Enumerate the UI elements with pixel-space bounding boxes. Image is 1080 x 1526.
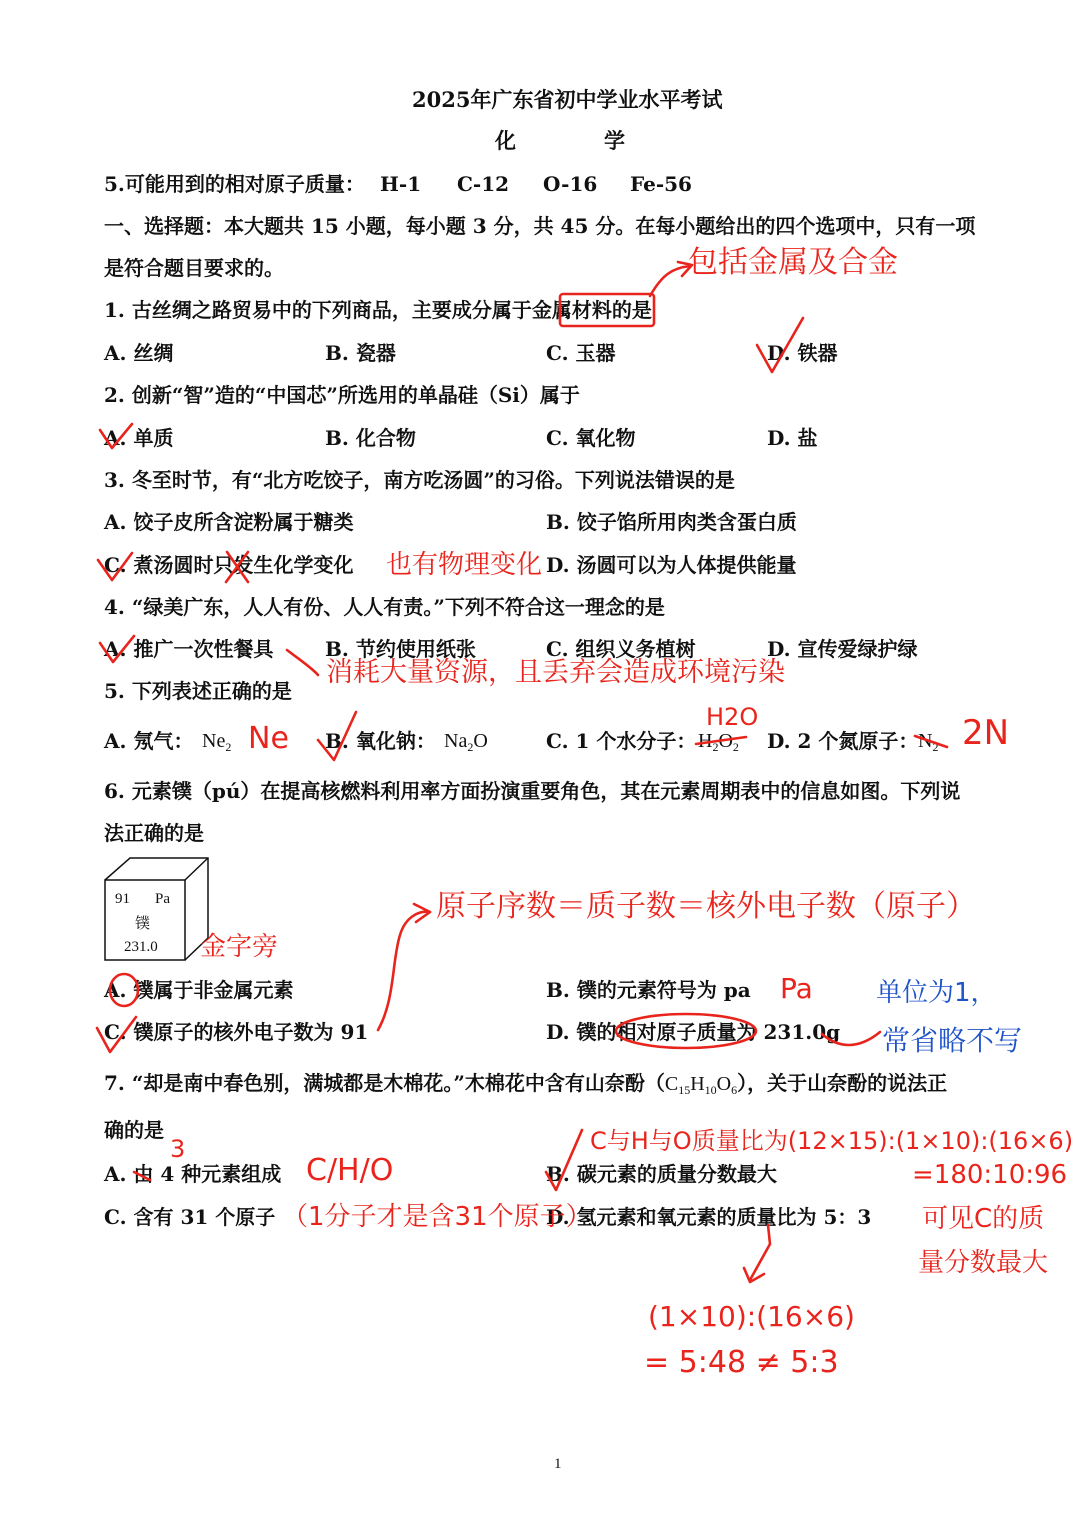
q6-option-d: D. 镤的相对原子质量为 231.0g — [546, 1020, 841, 1044]
q4-option-b: B. 节约使用纸张 — [325, 637, 476, 661]
q5-c-note: H2O — [706, 703, 759, 731]
q5-option-d: D. 2 个氮原子： — [767, 729, 919, 753]
periodic-cell-mass: 231.0 — [124, 939, 158, 955]
periodic-cell-symbol: Pa — [155, 891, 170, 907]
q7-stem-start: 7. “却是南中春色别，满城都是木棉花。”木棉花中含有山奈酚（ — [104, 1071, 665, 1095]
q4-arrow-line — [287, 650, 318, 675]
q5-d-note: 2N — [962, 713, 1010, 753]
q1-option-b: B. 瓷器 — [325, 341, 396, 365]
q7-option-d: D. 氢元素和氧元素的质量比为 5：3 — [546, 1205, 872, 1229]
section-instructions-line2: 是符合题目要求的。 — [104, 256, 284, 280]
q6-c-arrow-line — [378, 912, 430, 1030]
q7-b-note-line3: 可见C的质 — [922, 1204, 1045, 1234]
q4-stem: 4. “绿美广东，人人有份、人人有责。”下列不符合这一理念的是 — [104, 595, 665, 619]
q7-formula: $C_{15}H_{10}O_6$ — [664, 1073, 738, 1097]
q1-option-a: A. 丝绸 — [104, 341, 174, 365]
q5-option-b: B. 氧化钠： — [325, 729, 436, 753]
q2-option-c: C. 氧化物 — [546, 426, 636, 450]
q7-option-a: A. 由 4 种元素组成 — [104, 1162, 282, 1186]
q1-stem-keyword: 金属材料 — [531, 298, 612, 322]
page-number: 1 — [554, 1456, 562, 1472]
q6-c-arrow-head — [414, 904, 430, 922]
atomic-mass-h: H-1 — [380, 172, 422, 196]
q4-option-a: A. 推广一次性餐具 — [104, 637, 274, 661]
q2-stem: 2. 创新“智”造的“中国芯”所选用的单晶硅（Si）属于 — [104, 383, 580, 407]
q7-b-note-line4: 量分数最大 — [918, 1248, 1049, 1278]
q3-note: 也有物理变化 — [386, 550, 543, 580]
q6-d-note-line2: 常省略不写 — [882, 1024, 1023, 1057]
q3-stem: 3. 冬至时节，有“北方吃饺子，南方吃汤圆”的习俗。下列说法错误的是 — [104, 468, 735, 492]
q7-b-note-line2: =180:10:96 — [912, 1160, 1068, 1190]
q5-a-note: Ne — [248, 721, 289, 756]
q3-option-c: C. 煮汤圆时只发生化学变化 — [104, 553, 354, 577]
q6-b-note: Pa — [780, 972, 813, 1005]
q6-stem-line1: 6. 元素镤（pú）在提高核燃料利用率方面扮演重要角色，其在元素周期表中的信息如图。下列说 — [104, 779, 961, 803]
q7-a-number-note: 3 — [170, 1135, 186, 1163]
q7-d-arrow-line — [750, 1225, 770, 1280]
q4-option-c: C. 组织义务植树 — [546, 637, 696, 661]
atomic-mass-c: C-12 — [457, 172, 510, 196]
q5-option-a-formula: $Ne_2$ — [202, 730, 232, 754]
q3-option-d: D. 汤圆可以为人体提供能量 — [546, 553, 797, 577]
q7-b-note-line1: C与H与O质量比为(12×15):(1×10):(16×6) — [590, 1127, 1074, 1155]
q5-option-c-formula: $H_2O_2$ — [698, 730, 739, 754]
q7-stem-line2: 确的是 — [104, 1118, 164, 1142]
q6-option-b: B. 镤的元素符号为 pa — [546, 978, 751, 1002]
q6-c-note: 原子序数＝质子数＝核外电子数（原子） — [436, 889, 976, 924]
section-instructions-line1: 一、选择题：本大题共 15 小题，每小题 3 分，共 45 分。在每小题给出的四个选项中，只有一项 — [104, 214, 976, 238]
atomic-mass-o: O-16 — [543, 172, 598, 196]
q5-option-c: C. 1 个水分子： — [546, 729, 697, 753]
q2-option-b: B. 化合物 — [325, 426, 416, 450]
q1-option-d: D. 铁器 — [767, 341, 838, 365]
q1-note: 包括金属及合金 — [688, 245, 898, 280]
periodic-cell-name: 镤 — [135, 916, 151, 932]
q1-arrow-line — [650, 266, 690, 296]
q6-d-note-line1: 单位为1， — [876, 978, 997, 1008]
page-title: 2025年广东省初中学业水平考试 — [412, 87, 723, 112]
q1-stem — [104, 298, 652, 322]
q5-option-a: A. 氖气： — [104, 729, 194, 753]
q1-option-c: C. 玉器 — [546, 341, 616, 365]
q2-option-a: A. 单质 — [104, 426, 174, 450]
q7-stem-end: ），关于山奈酚的说法正 — [737, 1071, 948, 1095]
q1-stem-end: 的是 — [611, 298, 652, 322]
q6-option-c: C. 镤原子的核外电子数为 91 — [104, 1020, 369, 1044]
subject-char-1: 化 — [495, 128, 516, 153]
atomic-mass-fe: Fe-56 — [630, 172, 692, 196]
q6-a-note: 金字旁 — [200, 932, 279, 962]
q1-stem-start: 1. 古丝绸之路贸易中的下列商品，主要成分属于 — [104, 298, 532, 322]
subject-char-2: 学 — [604, 128, 625, 153]
q4-note: 消耗大量资源，且丢弃会造成环境污染 — [326, 657, 785, 688]
q5-option-d-formula: $N_2$ — [918, 730, 939, 754]
q5-option-b-formula: $Na_2O$ — [444, 730, 488, 754]
q7-a-elements-note: C/H/O — [306, 1153, 394, 1188]
q4-option-d: D. 宣传爱绿护绿 — [767, 637, 918, 661]
q7-c-note: （1分子才是含31个原子） — [282, 1202, 592, 1232]
q5-stem: 5. 下列表述正确的是 — [104, 679, 292, 703]
atomic-mass-label: 5.可能用到的相对原子质量： — [104, 172, 365, 196]
q6-stem-line2: 法正确的是 — [104, 821, 204, 845]
periodic-cell-number: 91 — [115, 891, 130, 907]
q6-option-a: A. 镤属于非金属元素 — [104, 978, 294, 1002]
q7-d-arrow-head — [744, 1268, 764, 1282]
q7-option-b: B. 碳元素的质量分数最大 — [546, 1162, 777, 1186]
q7-d-note-line1: (1×10):(16×6) — [648, 1300, 855, 1333]
q2-option-d: D. 盐 — [767, 426, 818, 450]
q7-d-note-line2: = 5:48 ≠ 5:3 — [644, 1345, 839, 1380]
q3-option-b: B. 饺子馅所用肉类含蛋白质 — [546, 510, 797, 534]
q3-option-a: A. 饺子皮所含淀粉属于糖类 — [104, 510, 354, 534]
q7-stem-line1 — [104, 1071, 947, 1102]
q7-option-c: C. 含有 31 个原子 — [104, 1205, 276, 1229]
